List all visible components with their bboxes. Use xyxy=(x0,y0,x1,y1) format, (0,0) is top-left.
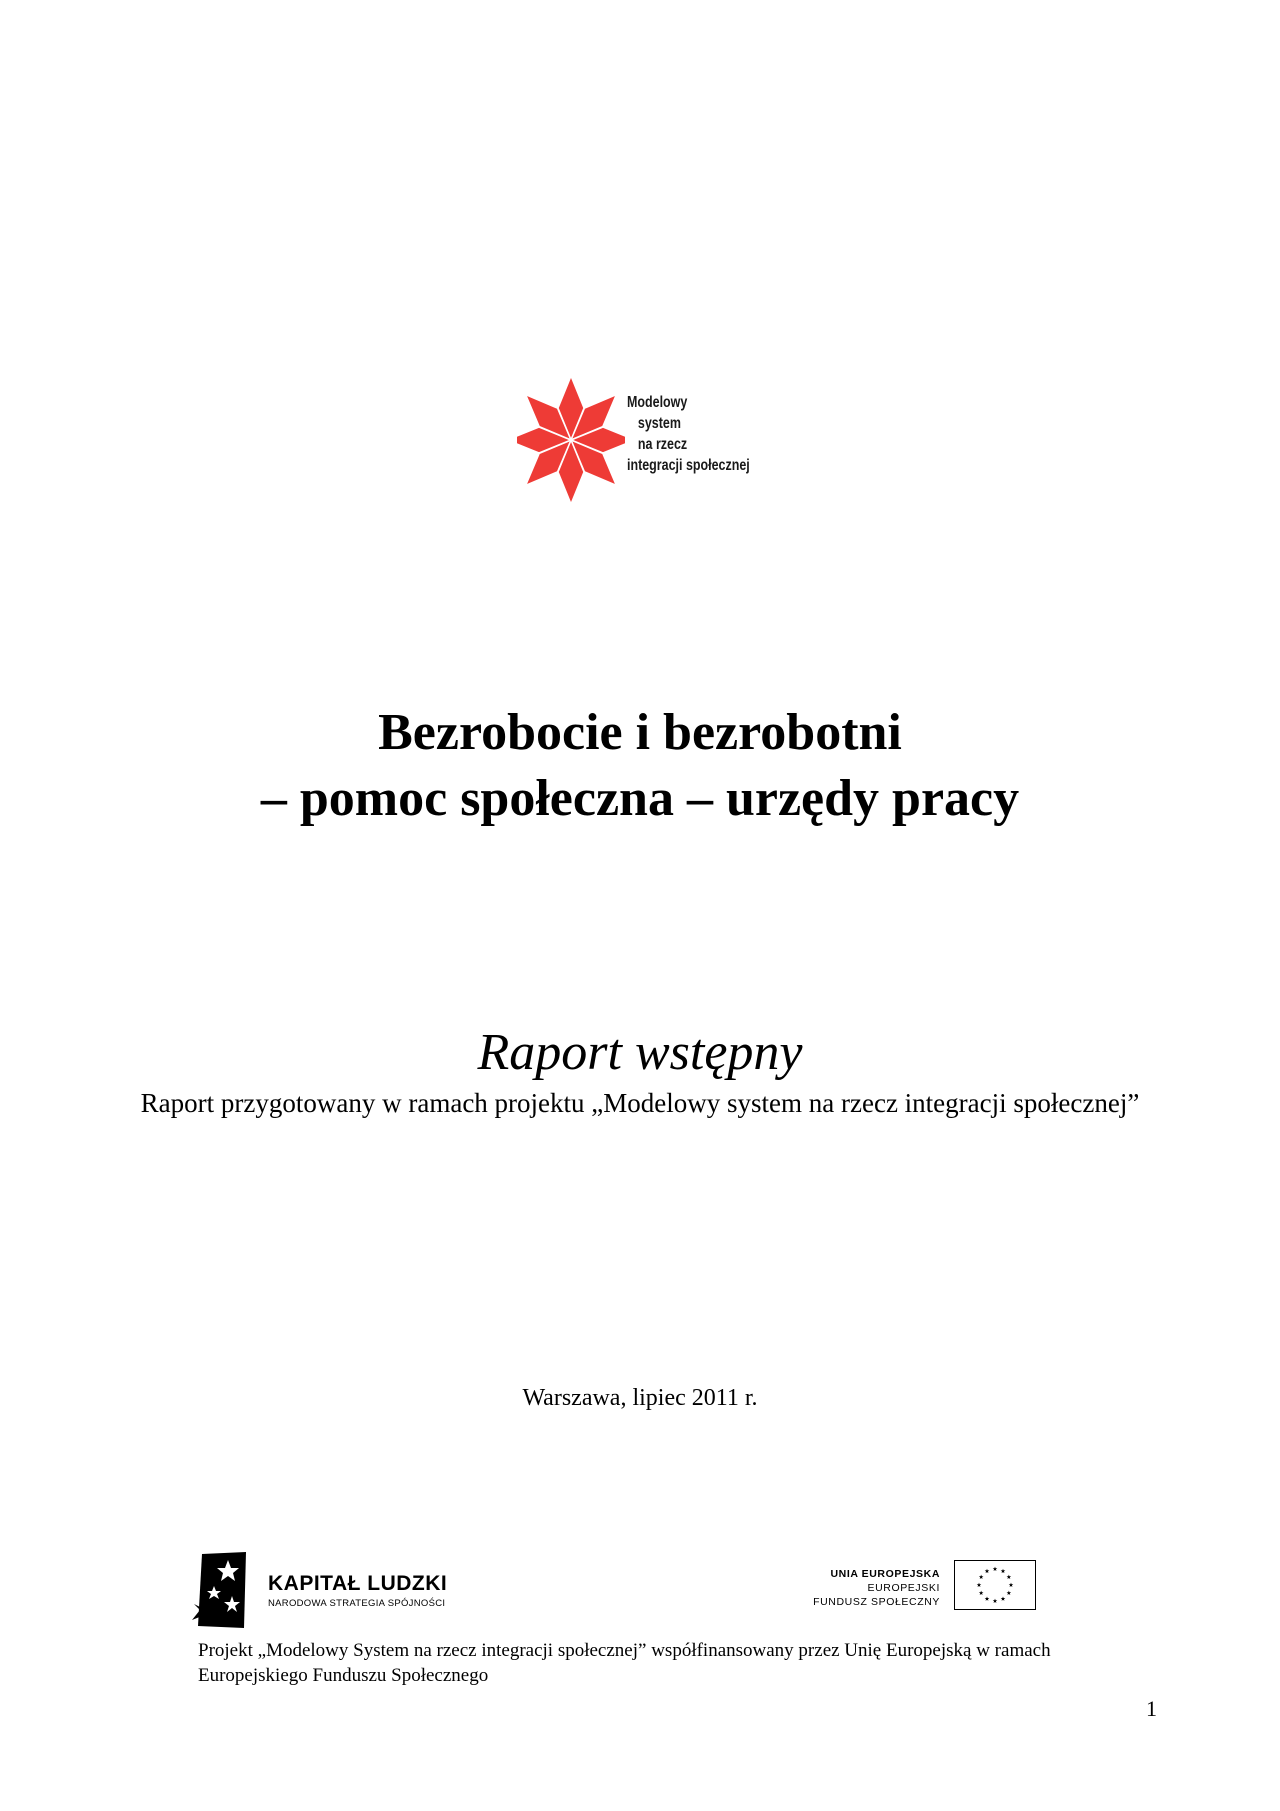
kapital-ludzki-icon xyxy=(188,1550,260,1630)
eu-star xyxy=(985,1569,990,1573)
eu-star xyxy=(1001,1569,1006,1573)
eu-star xyxy=(1007,1575,1012,1579)
logo-line: na rzecz xyxy=(637,436,688,453)
title-line-1: Bezrobocie i bezrobotni xyxy=(378,704,902,761)
eu-star xyxy=(979,1591,984,1595)
logo-line: system xyxy=(637,415,681,432)
report-description: Raport przygotowany w ramach projektu „Modelowy system na rzecz integracji społecznej” xyxy=(140,1088,1140,1118)
eu-star xyxy=(993,1599,998,1603)
eu-stars-icon xyxy=(955,1561,1035,1609)
eu-line-3: FUNDUSZ SPOŁECZNY xyxy=(813,1596,940,1608)
eu-star xyxy=(977,1583,982,1587)
eu-star xyxy=(1007,1591,1012,1595)
eu-line-2: EUROPEJSKI xyxy=(867,1582,940,1594)
page-number: 1 xyxy=(1146,1696,1157,1721)
logo-wordmark xyxy=(627,392,750,476)
logo-line: Modelowy xyxy=(627,394,688,411)
eu-logo-text xyxy=(813,1567,940,1609)
eu-line-1: UNIA EUROPEJSKA xyxy=(830,1568,940,1580)
kapital-ludzki-logo xyxy=(188,1550,488,1630)
document-title xyxy=(0,700,1280,832)
star-flower-icon xyxy=(517,374,625,506)
eu-star xyxy=(985,1596,990,1600)
title-line-2: – pomoc społeczna – urzędy pracy xyxy=(260,770,1020,827)
footer-note: Projekt „Modelowy System na rzecz integracji społecznej” współfinansowany przez Unię Europejską w ramach Europejskiego Funduszu Społecznego xyxy=(198,1640,1051,1686)
eu-star xyxy=(979,1575,984,1579)
project-logo xyxy=(517,374,787,506)
eu-star xyxy=(1001,1596,1006,1600)
logo-line: integracji społecznej xyxy=(627,457,750,474)
eu-flag-icon xyxy=(954,1560,1036,1610)
eu-star xyxy=(1009,1583,1014,1587)
kapital-ludzki-subtitle: NARODOWA STRATEGIA SPÓJNOŚCI xyxy=(268,1598,446,1609)
eu-logo xyxy=(796,1560,1036,1614)
place-and-date: Warszawa, lipiec 2011 r. xyxy=(522,1385,758,1411)
document-subtitle: Raport wstępny xyxy=(477,1024,803,1081)
kapital-ludzki-title: KAPITAŁ LUDZKI xyxy=(268,1572,448,1595)
eu-star xyxy=(993,1567,998,1571)
